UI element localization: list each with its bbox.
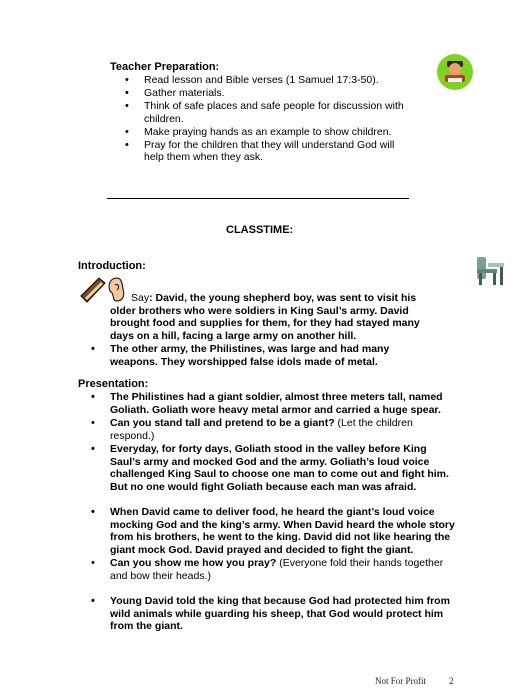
question-text: Can you stand tall and pretend to be a giant? xyxy=(110,417,335,429)
say-text: : David, the young shepherd boy, was sent to visit his older brothers who were soldiers in King Saul’s army. David brought food and supplies for them, for they had stayed many days on a hill, facing a large army on another hill. xyxy=(110,292,420,342)
list-item xyxy=(110,417,455,442)
classroom-desk-icon xyxy=(474,253,508,287)
intro-list xyxy=(110,343,440,368)
question-note: (Everyone fold their hands together and bow their heads.) xyxy=(110,557,444,582)
student-reading-icon xyxy=(435,52,475,92)
teacher-prep-list xyxy=(144,74,412,164)
list-item: • Pray for the children that they will understand God will help them when they ask. xyxy=(144,139,412,164)
list-item: • Read lesson and Bible verses (1 Samuel 17:3-50). xyxy=(144,74,412,87)
footer-label: Not For Profit xyxy=(375,676,427,686)
list-item: • Everyday, for forty days, Goliath stood in the valley before King Saul’s army and mocked God and the army. Goliath’s loud voice challenged King Saul to choose one man to come out and fight him. But no one would fight Goliath because each man was afraid. xyxy=(110,443,455,493)
say-label: Say xyxy=(131,292,150,304)
question-note: (Let the children respond.) xyxy=(110,417,413,442)
classtime-heading: CLASSTIME: xyxy=(226,224,294,236)
question-text: Can you show me how you pray? xyxy=(110,557,277,569)
intro-say-paragraph xyxy=(110,292,440,342)
presentation-list xyxy=(110,391,455,634)
list-item: • The Philistines had a giant soldier, almost three meters tall, named Goliath. Goliath wore heavy metal armor and carried a huge spear. xyxy=(110,391,455,416)
list-item: • Gather materials. xyxy=(144,87,412,100)
list-item: • Young David told the king that because God had protected him from wild animals while guarding his sheep, that God would protect him from the giant. xyxy=(110,595,455,633)
introduction-heading: Introduction: xyxy=(78,260,146,272)
list-item: • Make praying hands as an example to show children. xyxy=(144,126,412,139)
list-item: • When David came to deliver food, he heard the giant’s loud voice mocking God and the king’s army. When David heard the whole story from his brothers, he went to the king. David did not like hearing the giant mock God. David prayed and decided to fight the giant. xyxy=(110,506,455,556)
list-item: • Think of safe places and safe people for discussion with children. xyxy=(144,100,412,125)
page-number: 2 xyxy=(449,676,454,686)
teacher-prep-heading: Teacher Preparation: xyxy=(110,61,220,73)
section-divider xyxy=(107,198,409,199)
list-item: • The other army, the Philistines, was large and had many weapons. They worshipped false idols made of metal. xyxy=(110,343,440,368)
list-item xyxy=(110,557,455,582)
presentation-heading: Presentation: xyxy=(78,378,149,390)
